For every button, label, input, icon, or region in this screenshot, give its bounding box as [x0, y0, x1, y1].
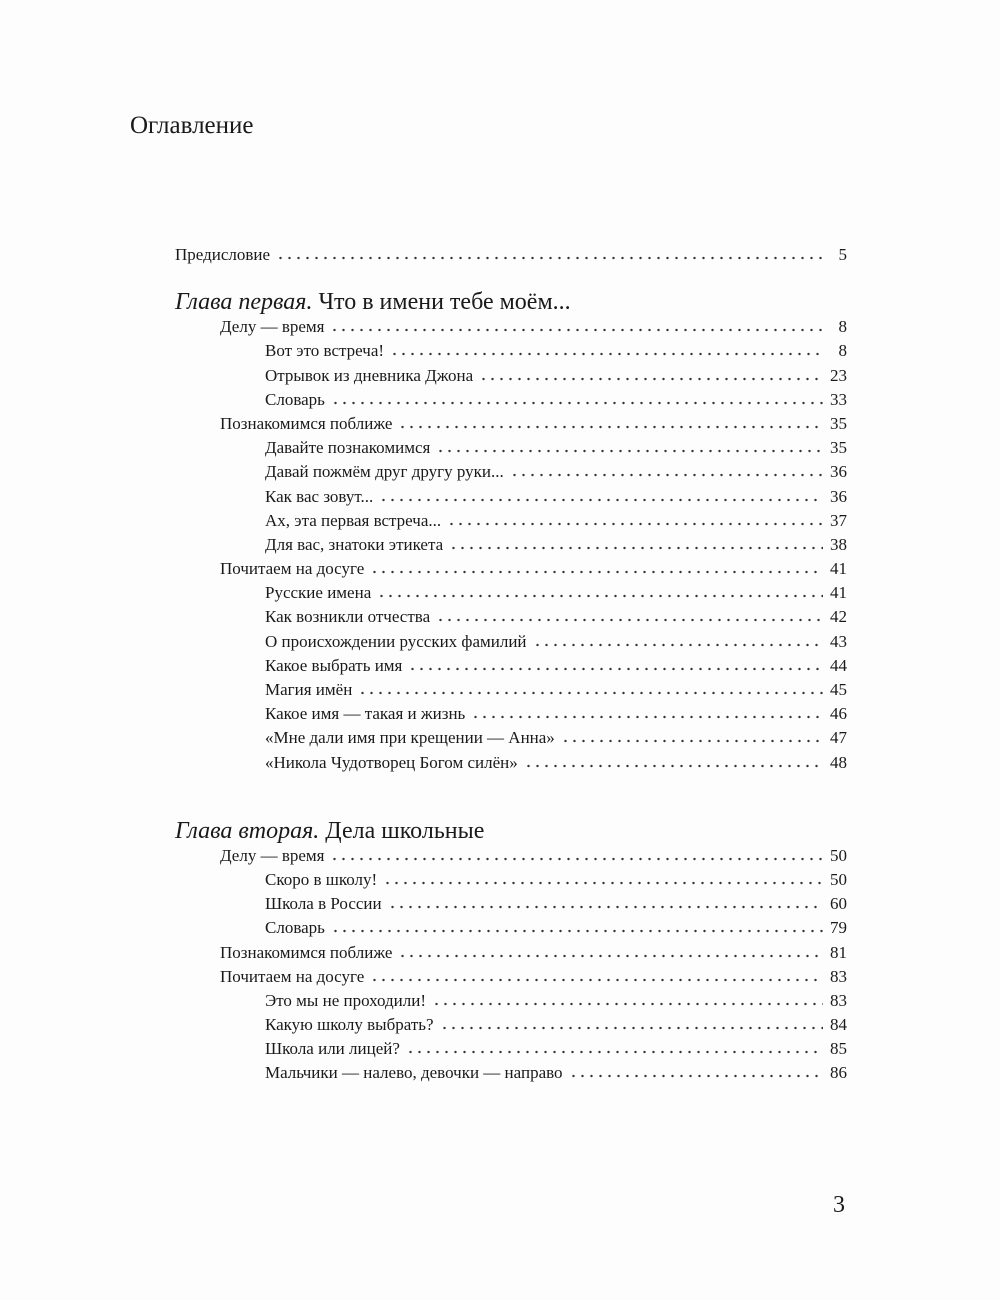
toc-entry[interactable]	[175, 436, 847, 460]
toc-entry-title: Давайте познакомимся	[265, 438, 431, 458]
toc-entry[interactable]	[175, 868, 847, 892]
dot-leader	[440, 1016, 823, 1030]
toc-entry-title: Делу — время	[220, 845, 325, 865]
toc-entry-page: 48	[830, 752, 847, 772]
toc-entry-preface[interactable]	[175, 243, 847, 267]
chapter-name: Что в имени тебе моём...	[318, 289, 571, 316]
dot-leader	[331, 391, 823, 405]
chapter-prefix: Глава вторая.	[175, 817, 320, 844]
toc-entry-title: Мальчики — налево, девочки — направо	[265, 1063, 563, 1083]
toc-entry-title: Делу — время	[220, 317, 325, 337]
dot-leader	[331, 919, 823, 933]
toc-entry-title: Как возникли отчества	[265, 607, 431, 627]
toc-entry-title: Словарь	[265, 918, 325, 938]
dot-leader	[377, 584, 823, 598]
toc-entry[interactable]	[175, 557, 847, 581]
toc-entry[interactable]	[175, 726, 847, 750]
toc-entry[interactable]	[175, 1037, 847, 1061]
toc-entry-title: Давай пожмём друг другу руки...	[265, 462, 504, 482]
toc-entry-title: Это мы не проходили!	[265, 990, 427, 1010]
toc-entry[interactable]	[175, 965, 847, 989]
chapter-prefix: Глава первая.	[175, 289, 313, 316]
dot-leader	[370, 560, 823, 574]
toc-entry-title: Почитаем на досуге	[220, 559, 365, 579]
dot-leader	[390, 342, 823, 356]
toc-entry-page: 45	[830, 680, 847, 699]
dot-leader	[358, 681, 823, 695]
toc-entry-page: 83	[830, 966, 847, 986]
toc-entry-page: 36	[830, 486, 847, 506]
dot-leader	[533, 633, 823, 647]
toc-entry-title: Какое выбрать имя	[265, 655, 403, 675]
toc-entry-title: Почитаем на досуге	[220, 966, 365, 986]
toc-entry[interactable]	[175, 533, 847, 557]
dot-leader	[406, 1040, 823, 1054]
toc-entry[interactable]	[175, 388, 847, 412]
toc-entry[interactable]	[175, 678, 847, 702]
toc-entry-title: Познакомимся поближе	[220, 413, 393, 433]
toc-entry-title: Школа или лицей?	[265, 1039, 400, 1059]
toc-entry[interactable]	[175, 605, 847, 629]
toc-entry-title: Какую школу выбрать?	[265, 1015, 434, 1035]
toc-entry-title: «Мне дали имя при крещении — Анна»	[265, 728, 555, 748]
toc-entry-title: Скоро в школу!	[265, 869, 378, 889]
toc-entry[interactable]	[175, 412, 847, 436]
toc-entry-page: 44	[830, 655, 847, 675]
toc-entry[interactable]	[175, 654, 847, 678]
toc-entry[interactable]	[175, 989, 847, 1013]
chapter-heading[interactable]	[175, 290, 847, 314]
dot-leader	[388, 895, 823, 909]
toc-entry-page: 50	[830, 845, 847, 865]
toc-entry[interactable]	[175, 460, 847, 484]
toc-entry-page: 23	[830, 365, 847, 385]
toc-entry-page: 79	[830, 918, 847, 938]
toc-entry[interactable]	[175, 509, 847, 533]
dot-leader	[447, 512, 823, 526]
dot-leader	[276, 246, 823, 260]
toc-entry-title: Ах, эта первая встреча...	[265, 510, 442, 530]
toc-entry-page: 35	[830, 438, 847, 458]
toc-entry-title: О происхождении русских фамилий	[265, 631, 527, 651]
toc-entry-page: 83	[830, 990, 847, 1010]
dot-leader	[449, 536, 823, 550]
toc-entry-title: Школа в России	[265, 894, 382, 914]
toc-entry-title: Как вас зовут...	[265, 486, 374, 506]
toc-entry-title: Для вас, знатоки этикета	[265, 534, 444, 554]
toc-entry-page: 8	[838, 317, 847, 337]
dot-leader	[330, 318, 823, 332]
dot-leader	[479, 367, 823, 381]
dot-leader	[398, 415, 823, 429]
dot-leader	[383, 871, 823, 885]
dot-leader	[569, 1064, 823, 1078]
dot-leader	[408, 657, 823, 671]
toc-entry-page: 37	[830, 510, 847, 530]
toc-entry-title: Какое имя — такая и жизнь	[265, 704, 466, 724]
toc-entry[interactable]	[175, 1061, 847, 1085]
toc-entry[interactable]	[175, 581, 847, 605]
toc-entry-page: 36	[830, 462, 847, 482]
dot-leader	[370, 968, 823, 982]
toc-entry-page: 86	[830, 1063, 847, 1083]
toc-entry-title: Вот это встреча!	[265, 341, 385, 361]
dot-leader	[379, 488, 823, 502]
toc-entry-page: 46	[830, 704, 847, 724]
toc-entry-page: 35	[830, 413, 847, 433]
toc-entry-page: 41	[830, 583, 847, 603]
dot-leader	[432, 992, 823, 1006]
toc-entry-title: Русские имена	[265, 583, 372, 603]
toc-entry[interactable]	[175, 916, 847, 940]
toc-entry-title: Словарь	[265, 389, 325, 409]
toc-entry[interactable]	[175, 1013, 847, 1037]
dot-leader	[330, 847, 823, 861]
toc-entry-page: 60	[830, 894, 847, 914]
toc-entry[interactable]	[175, 630, 847, 654]
toc-entry[interactable]	[175, 751, 847, 775]
toc-entry-page: 42	[830, 607, 847, 627]
dot-leader	[398, 944, 823, 958]
dot-leader	[561, 729, 823, 743]
dot-leader	[524, 754, 823, 768]
toc-entry-title: «Никола Чудотворец Богом силён»	[265, 752, 518, 772]
chapter-name: Дела школьные	[325, 817, 485, 844]
toc-entry-page: 41	[830, 559, 847, 579]
toc-entry-page: 85	[830, 1039, 847, 1059]
dot-leader	[510, 463, 823, 477]
toc-entry[interactable]	[175, 339, 847, 363]
toc-entry[interactable]	[175, 364, 847, 388]
toc-entry-page: 81	[830, 942, 847, 962]
toc-entry-page: 38	[830, 534, 847, 554]
dot-leader	[471, 705, 823, 719]
toc-entry-title: Познакомимся поближе	[220, 942, 393, 962]
toc-entry[interactable]	[175, 941, 847, 965]
toc-entry-page: 33	[830, 389, 847, 409]
toc-entry[interactable]	[175, 702, 847, 726]
dot-leader	[436, 439, 823, 453]
toc-entry-page: 8	[838, 341, 847, 361]
toc-entry[interactable]	[175, 315, 847, 339]
toc-entry-title: Предисловие	[175, 245, 271, 264]
toc-entry[interactable]	[175, 892, 847, 916]
dot-leader	[436, 608, 823, 622]
toc-entry[interactable]	[175, 844, 847, 868]
table-of-contents	[175, 243, 847, 1086]
toc-entry-title: Магия имён	[265, 680, 353, 699]
toc-entry-page: 47	[830, 728, 847, 748]
toc-entry-page: 43	[830, 631, 847, 651]
chapter-heading[interactable]	[175, 819, 847, 843]
toc-entry[interactable]	[175, 485, 847, 509]
page-number: 3	[833, 1192, 845, 1218]
toc-entry-page: 5	[838, 245, 847, 264]
toc-entry-page: 50	[830, 869, 847, 889]
page-title: Оглавление	[130, 112, 254, 139]
toc-entry-title: Отрывок из дневника Джона	[265, 365, 474, 385]
toc-entry-page: 84	[830, 1015, 847, 1035]
